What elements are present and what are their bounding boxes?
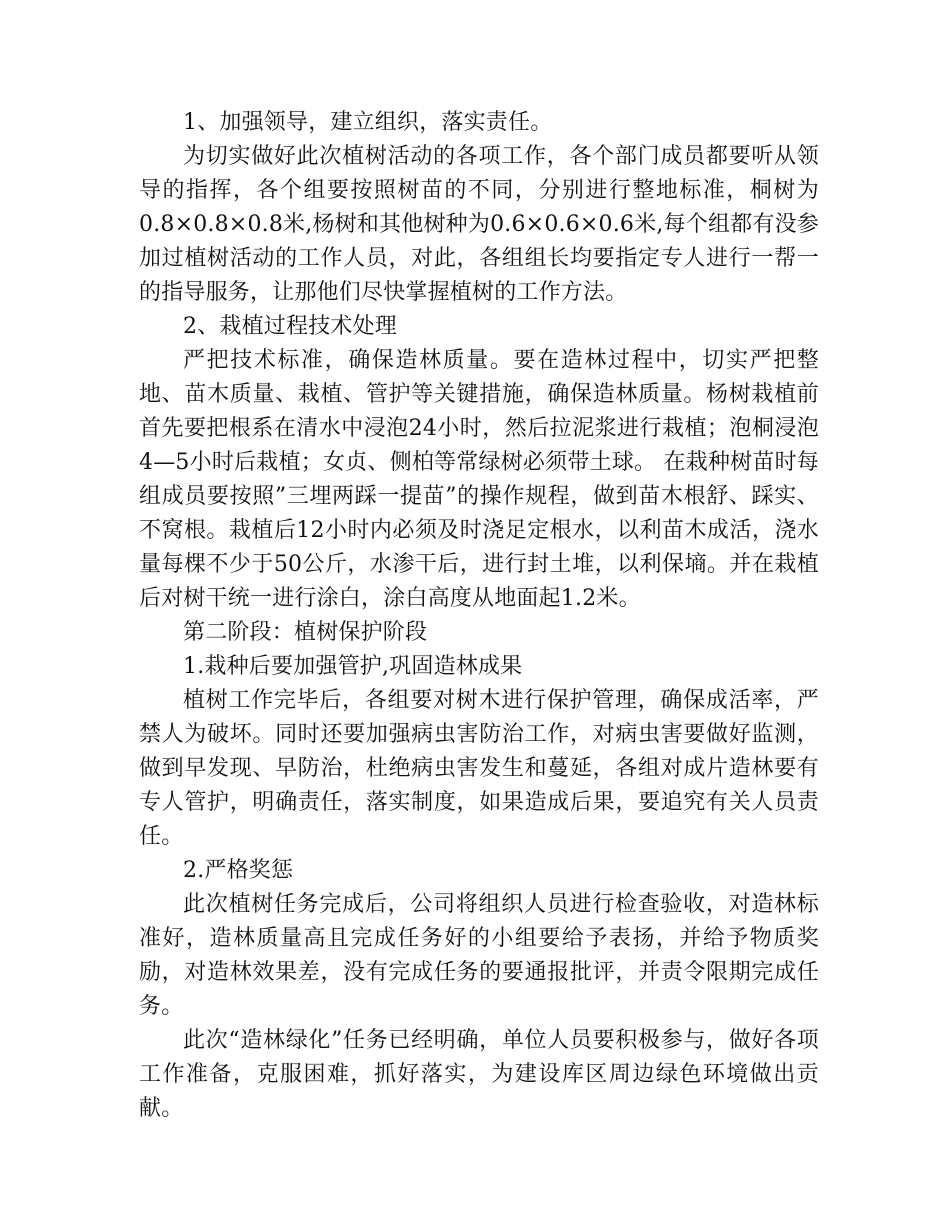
paragraph-organization: 为切实做好此次植树活动的各项工作，各个部门成员都要听从领导的指挥，各个组要按照树苗的不同，分别进行整地标准，桐树为0.8×0.8×0.8米,杨树和其他树种为0.6×0.6×0.6米,每个组都有没参加过植树活动的工作人员，对此，各组组长均要指定专人进行一帮一的指导服务，让那他们尽快掌握植树的工作方法。	[139, 144, 819, 305]
section-heading-stage-two: 第二阶段：植树保护阶段	[183, 620, 428, 645]
paragraph-technical-standards: 严把技术标准，确保造林质量。要在造林过程中，切实严把整地、苗木质量、栽植、管护等关键措施，确保造林质量。杨树栽植前首先要把根系在清水中浸泡24小时，然后拉泥浆进行栽植；泡桐浸泡4—5小时后栽植；女贞、侧柏等常绿树必须带土球。 在栽种树苗时每组成员要按照”三埋两踩一提苗”的操作规程，做到苗木根舒、踩实、不窝根。栽植后12小时内必须及时浇足定根水，以利苗木成活，浇水量每棵不少于50公斤，水渗干后，进行封土堆，以利保墒。并在栽植后对树干统一进行涂白，涂白高度从地面起1.2米。	[139, 348, 819, 611]
section-heading-maintenance: 1.栽种后要加强管护,巩固造林成果	[183, 654, 523, 679]
paragraph-conclusion: 此次“造林绿化”任务已经明确，单位人员要积极参与，做好各项工作准备，克服困难，抓好落实，为建设库区周边绿色环境做出贡献。	[139, 1028, 819, 1121]
section-heading-rewards: 2.严格奖惩	[183, 858, 294, 883]
paragraph-maintenance: 植树工作完毕后，各组要对树木进行保护管理，确保成活率，严禁人为破坏。同时还要加强病虫害防治工作，对病虫害要做好监测，做到早发现、早防治，杜绝病虫害发生和蔓延，各组对成片造林要有专人管护，明确责任，落实制度，如果造成后果，要追究有关人员责任。	[139, 688, 819, 849]
section-heading-planting-technique: 2、栽植过程技术处理	[183, 314, 397, 339]
document-page	[139, 106, 819, 1126]
paragraph-rewards: 此次植树任务完成后，公司将组织人员进行检查验收，对造林标准好，造林质量高且完成任务好的小组要给予表扬，并给予物质奖励，对造林效果差，没有完成任务的要通报批评，并责令限期完成任务。	[139, 892, 819, 1019]
section-heading-leadership: 1、加强领导，建立组织，落实责任。	[183, 110, 553, 135]
